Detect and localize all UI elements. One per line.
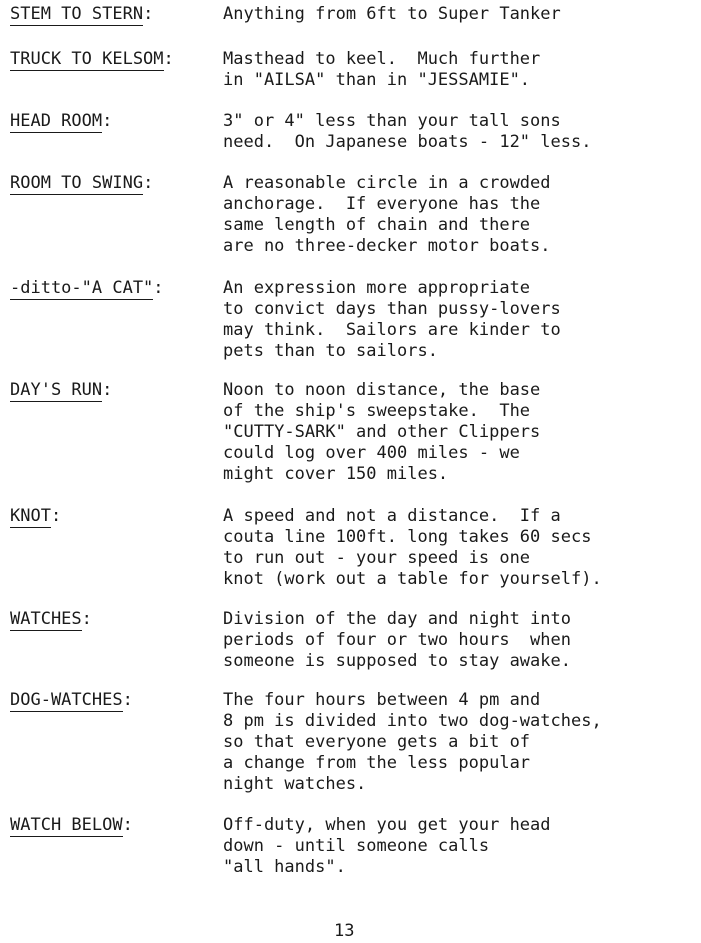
definition-line: Off-duty, when you get your head: [223, 815, 551, 835]
entry-term: [10, 380, 112, 401]
term-text: -ditto-"A CAT": [10, 278, 154, 298]
term-colon: :: [81, 609, 92, 629]
definition-line: same length of chain and there: [223, 215, 531, 235]
entry-definition: [223, 609, 698, 672]
term-text: TRUCK TO KELSOM: [10, 49, 164, 69]
definition-line: of the ship's sweepstake. The: [223, 401, 531, 421]
definition-line: to convict days than pussy-lovers: [223, 299, 561, 319]
entry-term: [10, 506, 61, 527]
entry-definition: [223, 4, 698, 25]
term-colon: :: [50, 506, 62, 526]
definition-line: "CUTTY-SARK" and other Clippers: [223, 422, 541, 442]
definition-line: to run out - your speed is one: [223, 548, 531, 568]
definition-line: anchorage. If everyone has the: [223, 194, 541, 214]
definition-line: someone is supposed to stay awake.: [223, 651, 571, 671]
entry-term: [10, 609, 92, 630]
definition-line: Noon to noon distance, the base: [223, 380, 541, 400]
page-number: 13: [334, 921, 355, 941]
definition-line: Masthead to keel. Much further: [223, 49, 541, 69]
entry-term: [10, 111, 112, 132]
definition-line: 8 pm is divided into two dog-watches,: [223, 711, 602, 731]
entry-term: [10, 815, 133, 836]
definition-line: periods of four or two hours when: [223, 630, 571, 650]
term-colon: :: [163, 49, 174, 69]
definition-line: could log over 400 miles - we: [223, 443, 520, 463]
definition-line: knot (work out a table for yourself).: [223, 569, 602, 589]
term-text: WATCHES: [10, 609, 82, 629]
term-text: HEAD ROOM: [10, 111, 103, 131]
definition-line: may think. Sailors are kinder to: [223, 320, 561, 340]
definition-line: night watches.: [223, 774, 367, 794]
entry-term: [10, 690, 133, 711]
definition-line: The four hours between 4 pm and: [223, 690, 541, 710]
entry-definition: [223, 173, 698, 257]
term-text: WATCH BELOW: [10, 815, 123, 835]
definition-line: need. On Japanese boats - 12" less.: [223, 132, 592, 152]
definition-line: couta line 100ft. long takes 60 secs: [223, 527, 592, 547]
definition-line: A reasonable circle in a crowded: [223, 173, 551, 193]
entry-definition: [223, 815, 698, 878]
term-text: KNOT: [10, 506, 51, 526]
definition-line: so that everyone gets a bit of: [223, 732, 531, 752]
term-text: DOG-WATCHES: [10, 690, 123, 710]
definition-line: "all hands".: [223, 857, 346, 877]
entry-term: [10, 173, 153, 194]
definition-line: Anything from 6ft to Super Tanker: [223, 4, 561, 24]
term-colon: :: [122, 815, 133, 835]
term-text: ROOM TO SWING: [10, 173, 144, 193]
entry-term: [10, 4, 153, 25]
term-colon: :: [102, 380, 113, 400]
definition-line: in "AILSA" than in "JESSAMIE".: [223, 70, 531, 90]
term-text: DAY'S RUN: [10, 380, 103, 400]
entry-definition: [223, 690, 698, 795]
entry-definition: [223, 380, 698, 485]
entry-term: [10, 278, 164, 299]
definition-line: are no three-decker motor boats.: [223, 236, 551, 256]
term-colon: :: [102, 111, 113, 131]
definition-line: An expression more appropriate: [223, 278, 531, 298]
definition-line: Division of the day and night into: [223, 609, 571, 629]
definition-line: 3" or 4" less than your tall sons: [223, 111, 561, 131]
term-colon: :: [153, 278, 164, 298]
entry-definition: [223, 278, 698, 362]
definition-line: a change from the less popular: [223, 753, 531, 773]
definition-line: A speed and not a distance. If a: [223, 506, 561, 526]
entry-term: [10, 49, 174, 70]
term-colon: :: [122, 690, 133, 710]
definition-line: might cover 150 miles.: [223, 464, 449, 484]
entry-definition: [223, 49, 698, 91]
entry-definition: [223, 111, 698, 153]
definition-line: pets than to sailors.: [223, 341, 438, 361]
term-colon: :: [143, 173, 154, 193]
definition-line: down - until someone calls: [223, 836, 490, 856]
term-colon: :: [143, 4, 154, 24]
term-text: STEM TO STERN: [10, 4, 144, 24]
entry-definition: [223, 506, 698, 590]
